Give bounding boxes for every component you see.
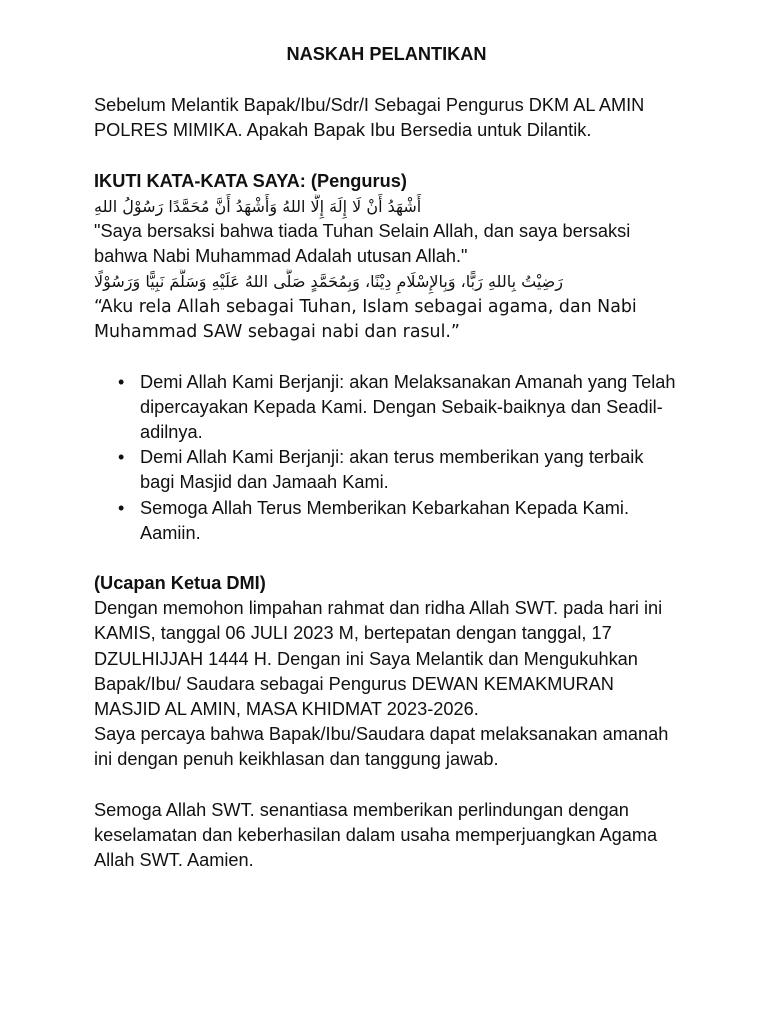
document-page: [94, 42, 679, 873]
arabic-syahadat: أَشْهَدُ أَنْ لَا إِلَهَ إِلَّا اللهُ وَأَشْهَدُ أَنَّ مُحَمَّدًا رَسُوْلُ اللهِ: [94, 196, 422, 216]
spacer: [94, 773, 679, 798]
pledge-list: [94, 370, 679, 546]
ikuti-heading: IKUTI KATA-KATA SAYA: (Pengurus): [94, 170, 407, 191]
pledge-text: Semoga Allah Terus Memberikan Kebarkahan Kepada Kami. Aamiin.: [140, 497, 629, 543]
trust-statement: Saya percaya bahwa Bapak/Ibu/Saudara dapat melaksanakan amanah ini dengan penuh keikhlasan dan tanggung jawab.: [94, 724, 669, 770]
syahadat-translation: "Saya bersaksi bahwa tiada Tuhan Selain Allah, dan saya bersaksi bahwa Nabi Muhammad Adalah utusan Allah.": [94, 221, 631, 267]
ridha-translation: “Aku rela Allah sebagai Tuhan, Islam sebagai agama, dan Nabi Muhammad SAW sebagai nabi dan rasul.”: [94, 296, 637, 342]
arabic-syahadat-row: [94, 194, 679, 219]
pledge-text: Demi Allah Kami Berjanji: akan Melaksanakan Amanah yang Telah dipercayakan Kepada Kami. Dengan Sebaik-baiknya dan Seadil-adilnya.: [140, 371, 676, 443]
pledge-item: [118, 370, 679, 446]
spacer: [94, 345, 679, 370]
bullet-icon: •: [118, 447, 125, 468]
spacer: [94, 144, 679, 169]
pledge-item: [118, 496, 679, 546]
ketua-heading: (Ucapan Ketua DMI): [94, 573, 266, 594]
intro-paragraph: Sebelum Melantik Bapak/Ibu/Sdr/I Sebagai Pengurus DKM AL AMIN POLRES MIMIKA. Apakah Bapak Ibu Bersedia untuk Dilantik.: [94, 95, 645, 141]
pledge-item: [118, 445, 679, 495]
arabic-ridha: رَضِيْتُ بِاللهِ رَبًّا، وَبِالإِسْلَامِ دِيْنًا، وَبِمُحَمَّدٍ صَلَّى اللهُ عَلَيْهِ وَسَلَّمَ نَبِيًّا وَرَسُوْلًا: [94, 272, 563, 292]
ketua-speech: Dengan memohon limpahan rahmat dan ridha Allah SWT. pada hari ini KAMIS, tanggal 06 JULI 2023 M, bertepatan dengan tanggal, 17 DZULHIJJAH 1444 H. Dengan ini Saya Melantik dan Mengukuhkan Bapak/Ibu/ Saudara sebagai Pengurus DEWAN KEMAKMURAN MASJID AL AMIN, MASA KHIDMAT 2023-2026.: [94, 598, 663, 720]
bullet-icon: •: [118, 497, 125, 518]
arabic-ridha-row: [94, 269, 679, 294]
pledge-text: Demi Allah Kami Berjanji: akan terus memberikan yang terbaik bagi Masjid dan Jamaah Kami.: [140, 447, 644, 493]
closing-prayer: Semoga Allah SWT. senantiasa memberikan perlindungan dengan keselamatan dan keberhasilan dalam usaha memperjuangkan Agama Allah SWT. Aamien.: [94, 799, 658, 871]
spacer: [94, 546, 679, 571]
bullet-icon: •: [118, 371, 125, 392]
document-title: NASKAH PELANTIKAN: [286, 44, 487, 64]
